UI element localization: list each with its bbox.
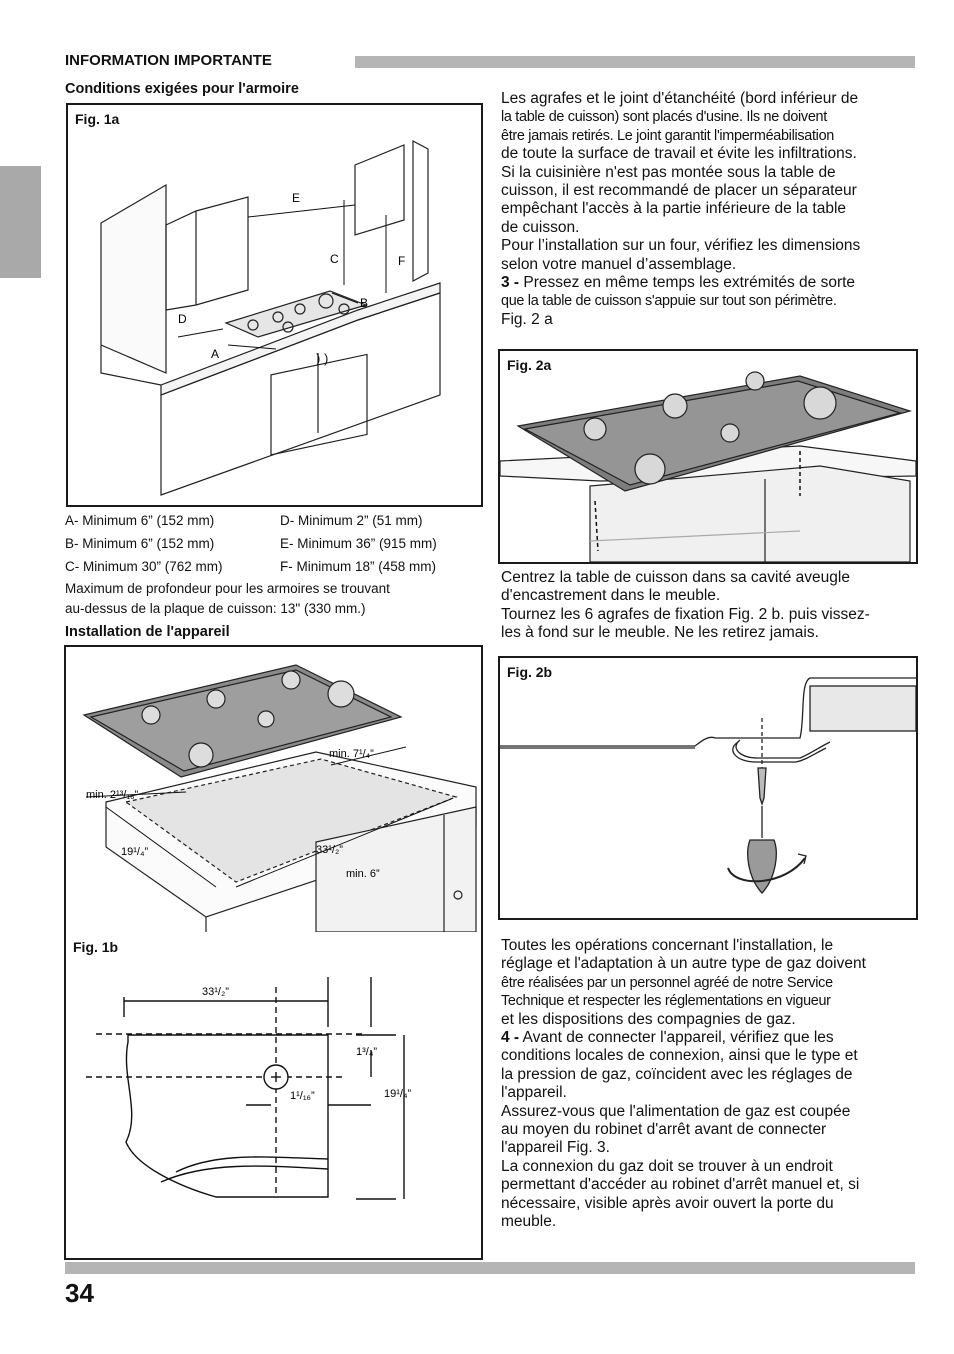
clip-screw-diagram	[500, 658, 916, 918]
max-depth-note-line1: Maximum de profondeur pour les armoires se trouvant	[65, 581, 390, 596]
cabinet-heading: Conditions exigées pour l'armoire	[65, 81, 299, 97]
step-4-line	[501, 1029, 921, 1047]
text-line: réglage et l'adaptation à un autre type de gaz doivent	[501, 955, 866, 973]
intro-paragraph	[501, 90, 921, 329]
step-text: Pressez en même temps les extrémités de sorte	[519, 274, 856, 292]
section-title: INFORMATION IMPORTANTE	[65, 52, 272, 69]
text-line: Centrez la table de cuisson dans sa cavité aveugle	[501, 569, 850, 586]
step-number: 4 -	[501, 1029, 520, 1047]
hob-placement-diagram	[500, 351, 916, 562]
text-line: Pour l’installation sur un four, vérifiez les dimensions	[501, 237, 861, 255]
figure-label: Fig. 1b	[73, 939, 119, 955]
dim-letter-a: A	[211, 347, 220, 361]
cabinet-clearance-diagram	[68, 105, 481, 505]
text-line: cuisson, il est recommandé de placer un séparateur	[501, 182, 857, 200]
text-line: être jamais retirés. Le joint garantit l'imperméabilisation	[501, 127, 834, 144]
installation-paragraph	[501, 937, 921, 1232]
text-line: les à fond sur le meuble. Ne les retirez jamais.	[501, 624, 819, 642]
text-line: l'appareil Fig. 3.	[501, 1139, 610, 1157]
text-line: que la table de cuisson s'appuie sur tout son périmètre.	[501, 293, 837, 310]
dim-letter-c: C	[330, 252, 339, 266]
dim-min-6: min. 6”	[346, 868, 380, 880]
dim-width-33: 33¹/₂”	[202, 986, 229, 998]
dim-33: 33¹/₂”	[316, 844, 343, 856]
text-line: Technique et respecter les réglementations en vigueur	[501, 993, 831, 1010]
install-heading: Installation de l'appareil	[65, 624, 230, 640]
text-line: selon votre manuel d’assemblage.	[501, 255, 737, 273]
figure-2a	[498, 349, 918, 564]
hob-cutout-diagram	[66, 647, 481, 932]
text-line: meuble.	[501, 1213, 557, 1231]
header-rule	[355, 56, 915, 68]
dim-min-7: min. 7¹/₄”	[329, 748, 374, 760]
legend-item: E- Minimum 36” (915 mm)	[280, 536, 437, 551]
text-line: nécessaire, visible après avoir ouvert la porte du	[501, 1194, 834, 1212]
max-depth-note-line2: au-dessus de la plaque de cuisson: 13" (330 mm.)	[65, 601, 366, 616]
legend-item: C- Minimum 30” (762 mm)	[65, 559, 223, 574]
text-line: Toutes les opérations concernant l'installation, le	[501, 937, 834, 954]
text-line: conditions locales de connexion, ainsi que le type et	[501, 1047, 858, 1065]
dim-letter-d: D	[178, 312, 187, 326]
dim-1-1-16: 1¹/₁₆”	[290, 1090, 315, 1102]
dim-1-3-4: 1³/₄”	[356, 1046, 377, 1058]
legend-item: D- Minimum 2” (51 mm)	[280, 513, 423, 528]
text-line: de cuisson.	[501, 218, 580, 236]
figure-1a	[66, 103, 483, 507]
dim-letter-b: B	[360, 296, 369, 310]
figure-label: Fig. 2b	[507, 664, 553, 680]
text-line: et les dispositions des compagnies de gaz.	[501, 1010, 796, 1028]
page-number: 34	[65, 1278, 94, 1308]
text-line: Assurez-vous que l'alimentation de gaz est coupée	[501, 1102, 851, 1120]
centering-paragraph	[501, 569, 921, 643]
step-3-line	[501, 274, 921, 292]
footer-rule	[65, 1262, 915, 1274]
text-line: Les agrafes et le joint d'étanchéité (bord inférieur de	[501, 90, 859, 107]
figure-label: Fig. 1a	[75, 111, 120, 127]
legend-row	[65, 509, 480, 532]
text-line: Si la cuisinière n'est pas montée sous la table de	[501, 163, 836, 181]
clearance-legend	[65, 509, 480, 578]
text-line: empêchant l'accès à la partie inférieure de la table	[501, 200, 847, 218]
text-line: d'encastrement dans le meuble.	[501, 587, 721, 605]
figure-label: Fig. 2a	[507, 357, 552, 373]
figure-2b	[498, 656, 918, 920]
dim-min-2: min. 2¹³/₁₆”	[86, 789, 139, 801]
dim-letter-e: E	[292, 191, 301, 205]
side-tab-marker	[0, 166, 41, 278]
text-line: La connexion du gaz doit se trouver à un endroit	[501, 1157, 833, 1175]
text-line: permettant d'accéder au robinet d'arrêt manuel et, si	[501, 1176, 860, 1194]
dim-letter-f: F	[398, 254, 406, 268]
text-line: la pression de gaz, coïncident avec les réglages de	[501, 1065, 853, 1083]
cutout-dimension-diagram	[66, 937, 481, 1257]
text-line: Tournez les 6 agrafes de fixation Fig. 2 b. puis vissez-	[501, 605, 870, 623]
legend-item: A- Minimum 6” (152 mm)	[65, 513, 215, 528]
dim-19: 19¹/₄”	[121, 846, 149, 858]
legend-row	[65, 555, 480, 578]
figure-1-install	[64, 645, 483, 1260]
text-line: de toute la surface de travail et évite les infiltrations.	[501, 145, 857, 163]
text-line: être réalisées par un personnel agréé de notre Service	[501, 974, 833, 991]
step-text: Avant de connecter l'appareil, vérifiez que les	[519, 1029, 834, 1047]
step-number: 3 -	[501, 274, 520, 292]
legend-item: B- Minimum 6” (152 mm)	[65, 536, 215, 551]
text-line: au moyen du robinet d'arrêt avant de connecter	[501, 1121, 827, 1139]
text-line: Fig. 2 a	[501, 310, 553, 328]
text-line: l'appareil.	[501, 1084, 567, 1102]
svg-text:) ): ) )	[316, 351, 329, 366]
legend-item: F- Minimum 18” (458 mm)	[280, 559, 437, 574]
text-line: la table de cuisson) sont placés d'usine. Ils ne doivent	[501, 109, 827, 126]
dim-19-depth: 19¹/₄”	[384, 1088, 412, 1100]
legend-row	[65, 532, 480, 555]
